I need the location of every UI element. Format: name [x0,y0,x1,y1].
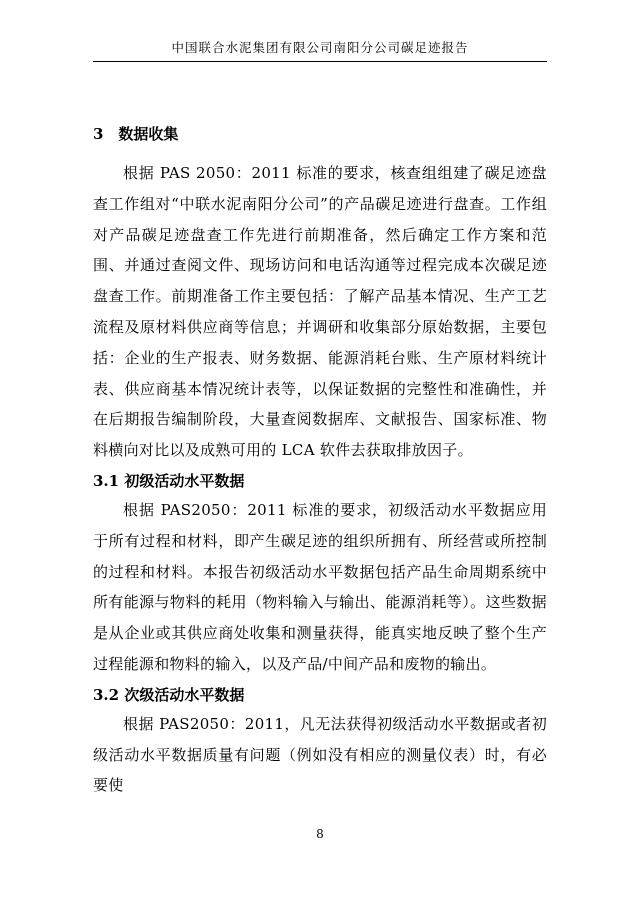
section-3-1-paragraph: 根据 PAS2050：2011 标准的要求，初级活动水平数据应用于所有过程和材料，即产生碳足迹的组织所拥有、所经营或所控制的过程和材料。本报告初级活动水平数据包括产品生命周期系统中所有能源与物料的耗用（物料输入与输出、能源消耗等）。这些数据是从企业或其供应商处收集和测量获得，能真实地反映了整个生产过程能源和物料的输入，以及产品/中间产品和废物的输出。 [93,500,547,673]
section-3-paragraph: 根据 PAS 2050：2011 标准的要求，核查组组建了碳足迹盘查工作组对“中联水泥南阳分公司”的产品碳足迹进行盘查。工作组对产品碳足迹盘查工作先进行前期准备，然后确定工作方案和范围、并通过查阅文件、现场访问和电话沟通等过程完成本次碳足迹盘查工作。前期准备工作主要包括：了解产品基本情况、生产工艺流程及原材料供应商等信息；并调研和收集部分原始数据，主要包括：企业的生产报表、财务数据、能源消耗台账、生产原材料统计表、供应商基本情况统计表等，以保证数据的完整性和准确性，并在后期报告编制阶段，大量查阅数据库、文献报告、国家标准、物料横向对比以及成熟可用的 LCA 软件去获取排放因子。 [93,164,547,460]
section-3-heading: 3 数据收集 [93,125,179,143]
page-number: 8 [316,827,324,841]
section-3-1-heading: 3.1 初级活动水平数据 [93,471,245,490]
section-3-2-paragraph: 根据 PAS2050：2011，凡无法获得初级活动水平数据或者初级活动水平数据质量有问题（例如没有相应的测量仪表）时，有必要使 [93,714,547,795]
page-header: 中国联合水泥集团有限公司南阳分公司碳足迹报告 [93,38,547,62]
section-3-2-heading: 3.2 次级活动水平数据 [93,685,245,704]
page-body [93,94,547,801]
